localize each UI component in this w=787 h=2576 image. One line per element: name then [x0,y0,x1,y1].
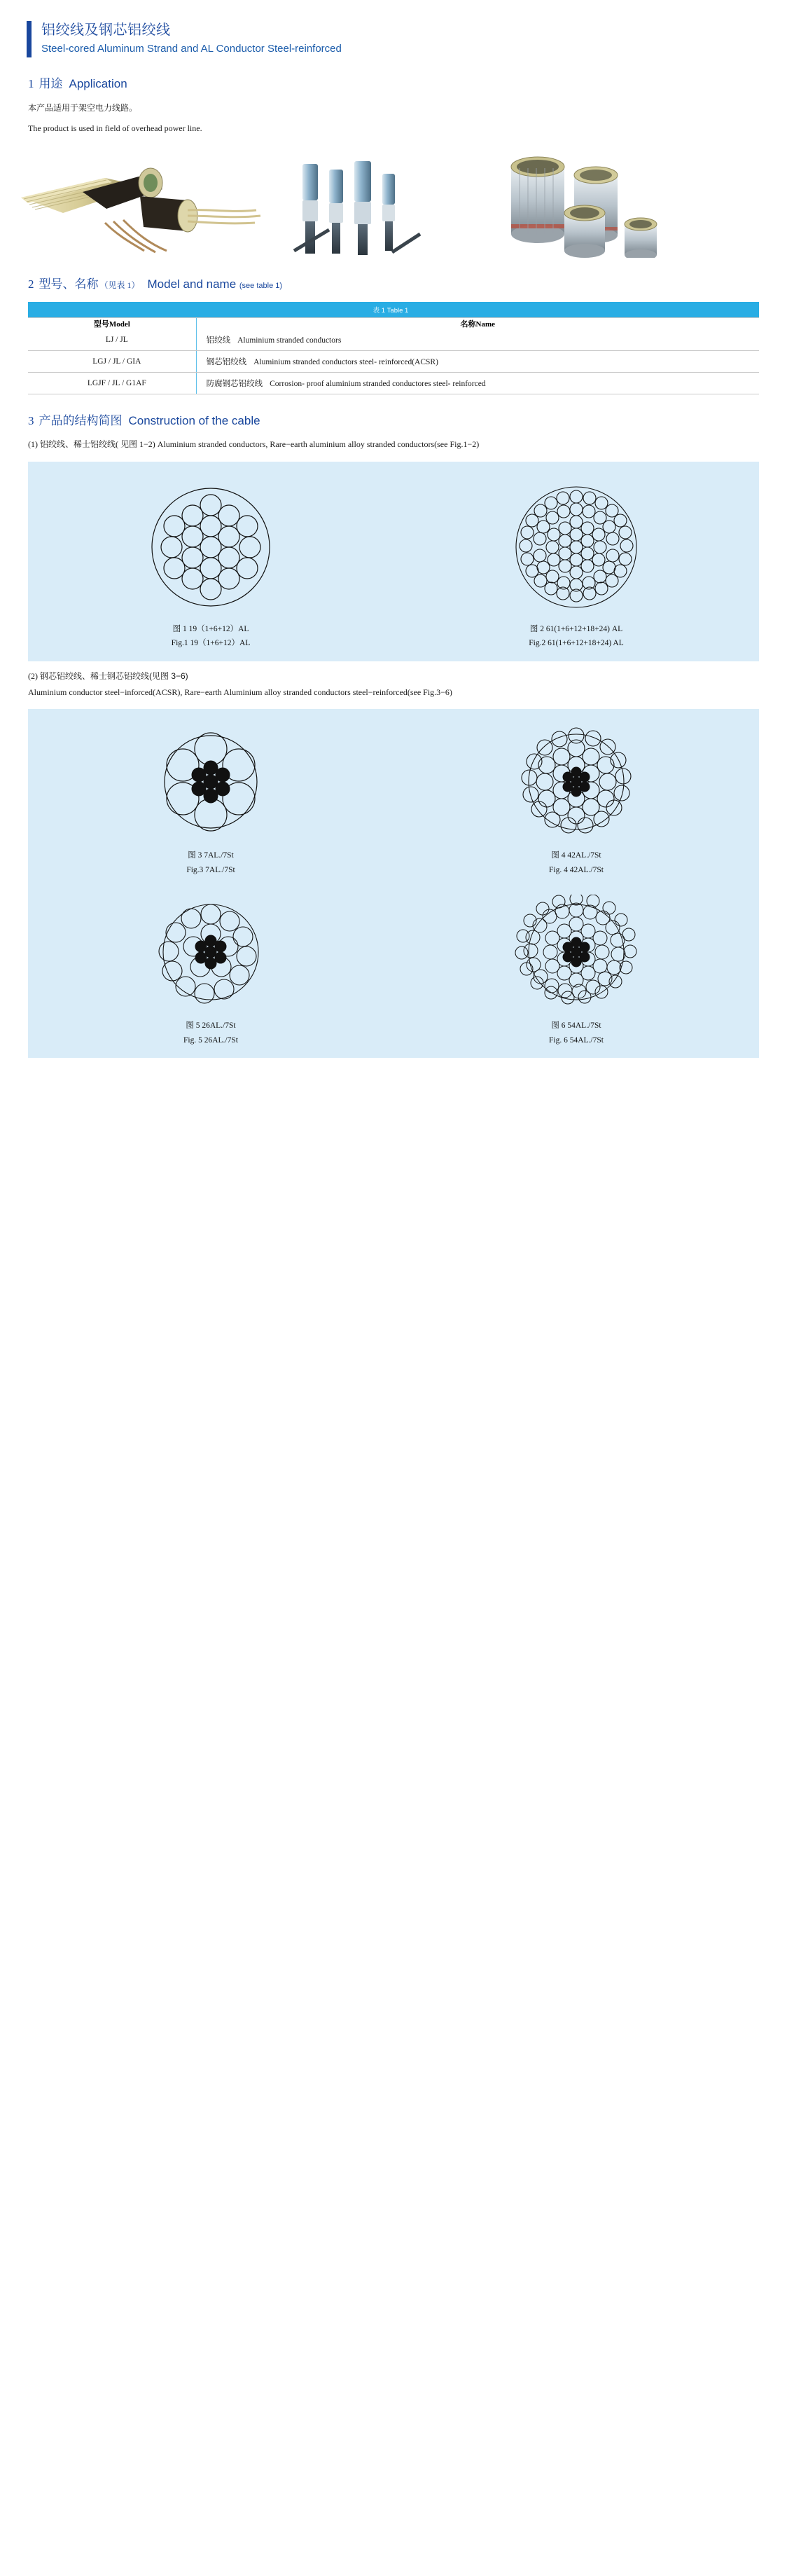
table-cell-model: LJ / JL [28,329,196,351]
diagram-row [28,895,759,1047]
figure-4-drawing [506,724,646,843]
section-2-title-en: Model and name [147,277,237,291]
figure-1-drawing [137,477,284,617]
figure-5-caption-cn: 图 5 26AL./7St [186,1021,236,1031]
section-1-heading [0,76,787,92]
photo-cable-bundle [21,168,260,252]
table-header-name-en: Name [475,320,496,329]
section-1-title-en: Application [69,76,127,90]
section-2-heading [0,276,787,293]
figure-5 [28,895,394,1047]
figure-4 [394,724,759,876]
table-header-name-cn: 名称 [460,320,476,329]
section-2-title-en-note: (see table 1) [239,281,283,290]
figure-3-caption-en: Fig.3 7AL./7St [186,865,235,874]
table-row [28,329,759,351]
product-photos [0,146,787,258]
figure-3-drawing [141,724,281,843]
table-cell-name-cn: 防腐钢芯铝绞线 [206,380,263,389]
group-2-line-cn: 钢芯铝绞线、稀士钢芯铝绞线(见图 3−6) [40,670,188,681]
group-1-line-cn: 铝绞线、稀士铝绞线 [40,439,116,450]
section-3-group-1-line [0,438,787,452]
table-header-name [196,318,759,330]
product-photo-strip [0,146,787,258]
table-cell-name-en: Aluminium stranded conductors [237,336,342,345]
model-table-wrap [0,302,787,394]
figure-6 [394,895,759,1047]
section-2-title-cn: 型号、名称 [39,277,99,291]
section-1-body-cn: 本产品适用于架空电力线路。 [28,103,138,113]
figure-1-caption-cn: 图 1 19（1+6+12）AL [172,625,249,634]
page-bottom-whitespace [0,1058,787,2151]
figure-6-caption-cn: 图 6 54AL./7St [551,1021,601,1031]
group-2-line-en: Aluminium conductor steel−inforced(ACSR), Rare−earth Aluminium alloy stranded conductors steel−reinforced(see Fig.3−6) [28,687,452,697]
group-1-prefix: (1) [28,439,38,450]
section-1-body-en: The product is used in field of overhead power line. [28,123,202,134]
figure-3 [28,724,394,876]
section-1-number: 1 [28,76,34,90]
diagram-row [28,724,759,876]
section-2-number: 2 [28,277,34,291]
diagram-row [28,477,759,650]
table-header-row [28,318,759,330]
table-cell-name-cn: 铝绞线 [206,336,231,345]
figure-1 [28,477,394,650]
photo-insulator-rods [294,161,420,255]
page-title-en: Steel-cored Aluminum Strand and AL Conductor Steel-reinforced [41,43,342,55]
table-row [28,351,759,373]
section-3-title-en: Construction of the cable [128,414,260,428]
table-caption: 表 1 Table 1 [28,302,759,318]
group-1-line-en: Aluminium stranded conductors, Rare−earth aluminium alloy stranded conductors(see Fig.1−2) [157,439,480,450]
figure-4-caption-cn: 图 4 42AL./7St [551,851,601,860]
figure-2 [394,477,759,650]
figure-6-drawing [506,895,646,1014]
diagram-panel-aluminium [28,462,759,661]
page-title-block [0,0,787,57]
figure-5-caption-en: Fig. 5 26AL./7St [183,1035,238,1045]
section-3-title-cn: 产品的结构简图 [39,414,123,428]
figure-4-caption-en: Fig. 4 42AL./7St [549,865,604,874]
section-3-group-2-line [0,670,787,700]
table-header-model-cn: 型号 [93,320,109,329]
section-3-number: 3 [28,414,34,428]
figure-2-drawing [503,477,650,617]
table-cell-name [196,373,759,394]
title-accent-bar [27,21,32,57]
model-table [28,302,759,394]
table-cell-name [196,351,759,373]
section-2-title-paren: （见表 1） [99,280,140,290]
table-header-model [28,318,196,330]
table-caption-row [28,302,759,318]
figure-6-caption-en: Fig. 6 54AL./7St [549,1035,604,1045]
table-cell-name-cn: 钢芯铝绞线 [206,358,247,367]
figure-1-caption-en: Fig.1 19（1+6+12）AL [171,639,251,648]
section-3-heading [0,413,787,429]
group-2-prefix: (2) [28,670,38,681]
table-header-model-en: Model [109,320,130,329]
figure-2-caption-cn: 图 2 61(1+6+12+18+24) AL [529,625,623,634]
table-cell-name-en: Corrosion- proof aluminium stranded conductores steel- reinforced [270,380,486,389]
figure-2-caption-en: Fig.2 61(1+6+12+18+24) AL [529,639,624,648]
figure-3-caption-cn: 图 3 7AL./7St [188,851,234,860]
table-cell-model: LGJ / JL / GIA [28,351,196,373]
table-cell-model: LGJF / JL / G1AF [28,373,196,394]
diagram-panel-acsr [28,709,759,1058]
table-cell-name-en: Aluminium stranded conductors steel- reinforced(ACSR) [253,358,438,367]
section-1-title-cn: 用途 [39,76,63,90]
photo-conductor-coils [511,157,657,258]
table-row [28,373,759,394]
table-cell-name [196,329,759,351]
title-texts [41,21,342,57]
figure-5-drawing [141,895,281,1014]
page-title-cn: 铝绞线及钢芯铝绞线 [41,22,171,38]
group-1-line-paren: ( 见图 1−2) [116,439,155,450]
